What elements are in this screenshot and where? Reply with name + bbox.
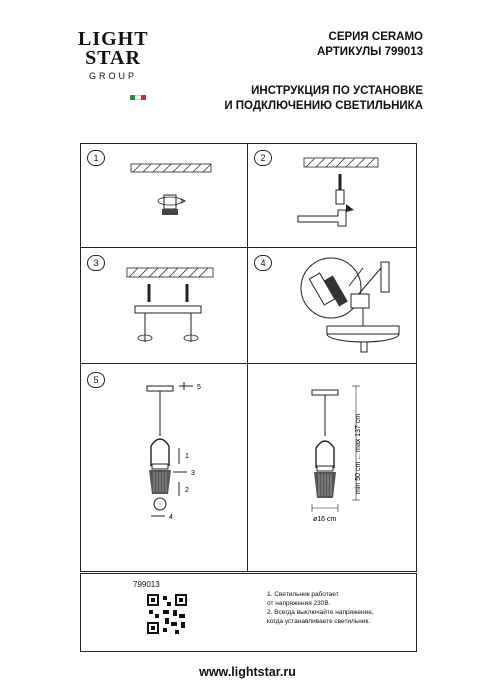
brand-logo bbox=[78, 30, 148, 108]
step-2-illustration bbox=[286, 154, 386, 244]
footer-box bbox=[80, 573, 417, 652]
qr-code-icon bbox=[145, 592, 189, 636]
series-header bbox=[317, 30, 423, 60]
title-line2: И ПОДКЛЮЧЕНИЮ СВЕТИЛЬНИКА bbox=[224, 100, 423, 112]
step-4-badge: 4 bbox=[254, 255, 272, 271]
callout-3: 3 bbox=[191, 470, 195, 477]
instruction-title bbox=[224, 84, 423, 114]
note-line-1: 1. Светильник работает bbox=[267, 591, 339, 598]
safety-notes bbox=[267, 590, 374, 626]
callout-1: 1 bbox=[185, 453, 189, 460]
step-5-dimensions-illustration bbox=[286, 376, 411, 568]
articles-label: АРТИКУЛЫ 799013 bbox=[316, 46, 423, 58]
step-5-illustration bbox=[121, 376, 246, 568]
step-5-badge: 5 bbox=[87, 372, 105, 388]
steps-grid bbox=[80, 143, 417, 572]
website-link[interactable]: www.lightstar.ru bbox=[199, 665, 296, 679]
step-1-illustration bbox=[121, 159, 221, 239]
callout-2: 2 bbox=[185, 487, 189, 494]
step-3-illustration bbox=[121, 262, 231, 357]
series-label: СЕРИЯ CERAMO bbox=[328, 31, 423, 43]
step-3-badge: 3 bbox=[87, 255, 105, 271]
italian-flag-icon bbox=[130, 95, 146, 100]
logo-line2: STAR bbox=[85, 47, 141, 69]
callout-4: 4 bbox=[169, 514, 173, 521]
step-4-illustration bbox=[291, 256, 406, 361]
logo-line3: GROUP bbox=[88, 71, 137, 81]
footer-article: 799013 bbox=[133, 580, 160, 589]
note-line-3: 2. Всегда выключайте напряжение, bbox=[267, 609, 374, 616]
diameter-label: ø16 cm bbox=[313, 516, 337, 523]
step-1-badge: 1 bbox=[87, 150, 105, 166]
height-dimension-label: min 50 cm ... max 137 cm bbox=[355, 413, 362, 494]
note-line-2: от напряжения 230В. bbox=[267, 600, 331, 607]
logo-line1: LIGHT bbox=[78, 28, 149, 50]
title-line1: ИНСТРУКЦИЯ ПО УСТАНОВКЕ bbox=[251, 85, 423, 97]
step-2-badge: 2 bbox=[254, 150, 272, 166]
callout-5: 5 bbox=[197, 384, 201, 391]
note-line-4: когда устанавливаете светильник. bbox=[267, 618, 371, 625]
